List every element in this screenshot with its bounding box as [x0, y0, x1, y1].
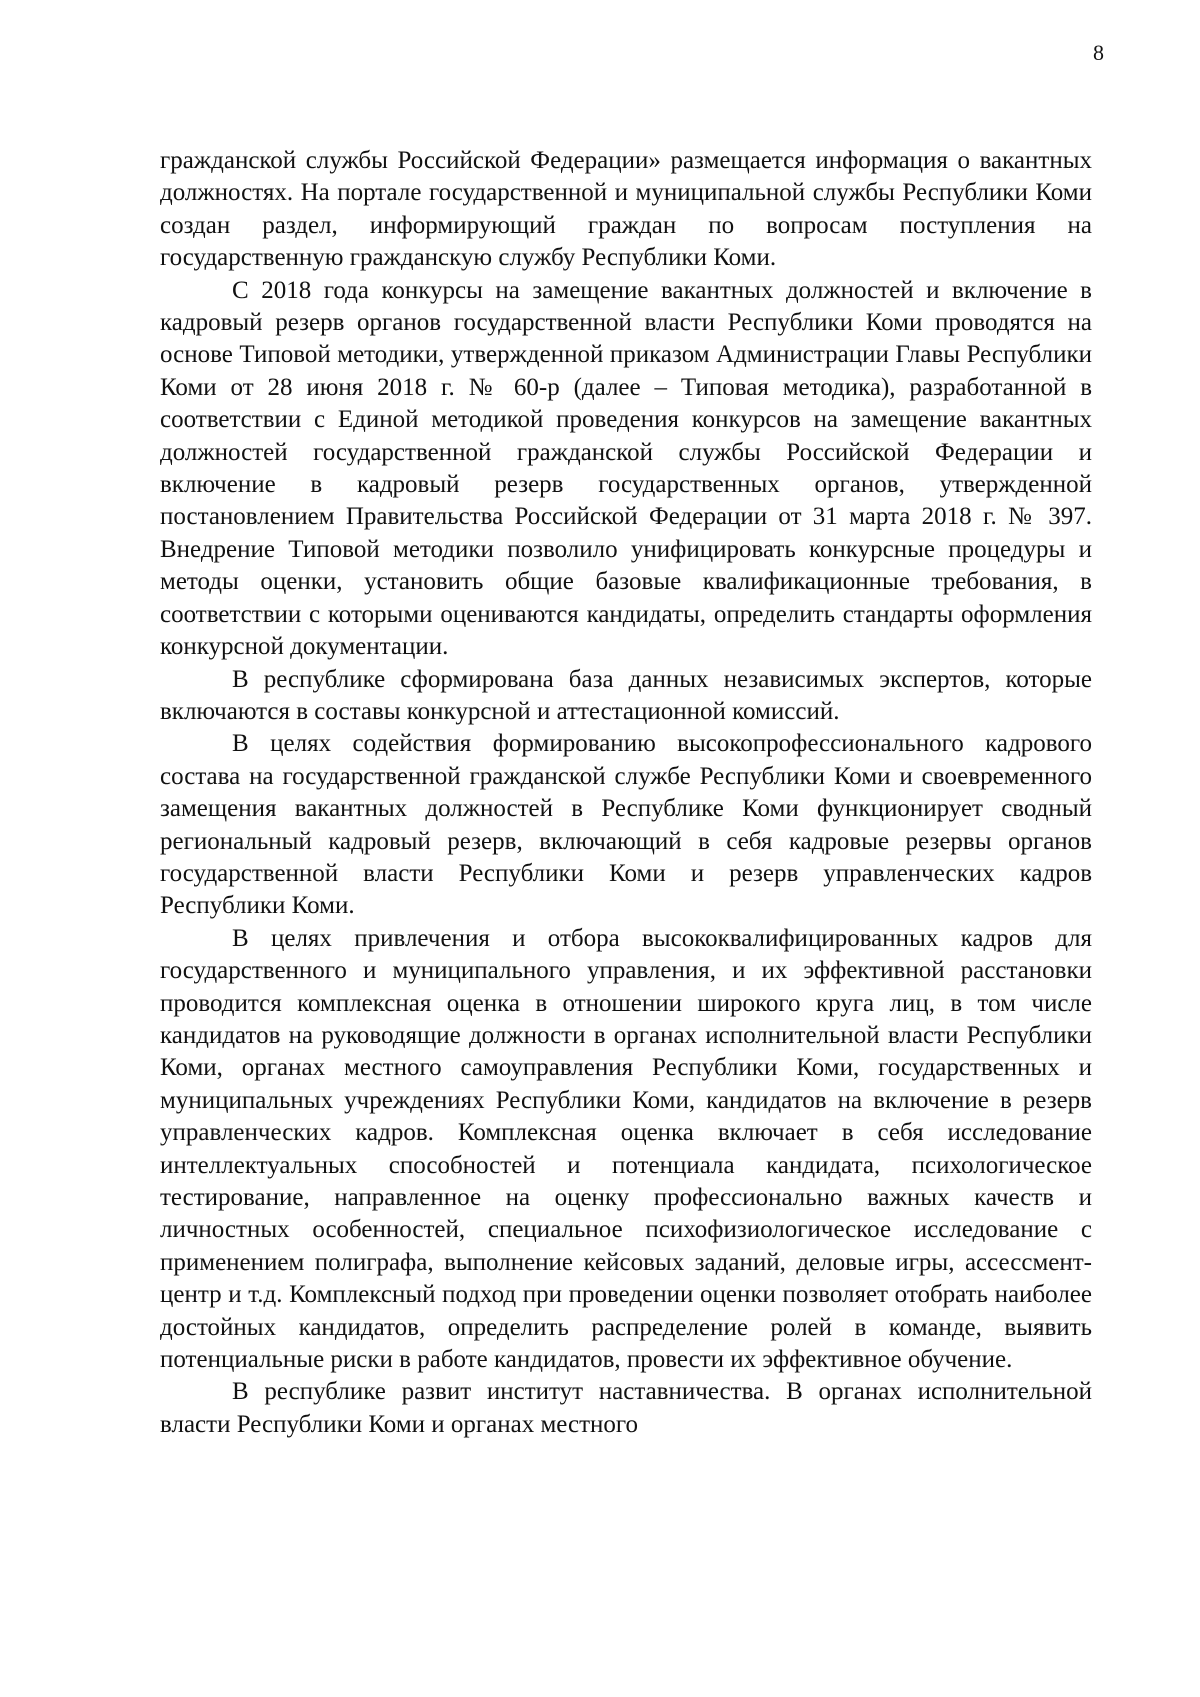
paragraph-1: гражданской службы Российской Федерации» размещается информация о вакантных должностях. На портале государственной и муниципальной службы Республики Коми создан раздел, информирующий граждан по вопросам поступления на государственную гражданскую службу Республики Коми. — [160, 147, 1092, 272]
paragraph-2: С 2018 года конкурсы на замещение вакантных должностей и включение в кадровый резерв органов государственной власти Республики Коми проводятся на основе Типовой методики, утвержденной приказом Администрации Главы Республики Коми от 28 июня 2018 г. № 60-р (далее – Типовая методика), разработанной в соответствии с Единой методикой проведения конкурсов на замещение вакантных должностей государственной гражданской службы Российской Федерации и включение в кадровый резерв государственных органов, утвержденной постановлением Правительства Российской Федерации от 31 марта 2018 г. № 397. Внедрение Типовой методики позволило унифицировать конкурсные процедуры и методы оценки, установить общие базовые квалификационные требования, в соответствии с которыми оцениваются кандидаты, определить стандарты оформления конкурсной документации. — [160, 276, 1092, 661]
document-body — [160, 145, 1092, 1441]
paragraph-3: В республике сформирована база данных независимых экспертов, которые включаются в составы конкурсной и аттестационной комиссий. — [160, 665, 1092, 725]
page-number: 8 — [1093, 40, 1104, 65]
paragraph-6: В республике развит институт наставничества. В органах исполнительной власти Республики Коми и органах местного — [160, 1378, 1092, 1438]
paragraph-4: В целях содействия формированию высокопрофессионального кадрового состава на государственной гражданской службе Республики Коми и своевременного замещения вакантных должностей в Республике Коми функционирует сводный региональный кадровый резерв, включающий в себя кадровые резервы органов государственной власти Республики Коми и резерв управленческих кадров Республики Коми. — [160, 730, 1092, 920]
paragraph-5: В целях привлечения и отбора высококвалифицированных кадров для государственного и муниципального управления, и их эффективной расстановки проводится комплексная оценка в отношении широкого круга лиц, в том числе кандидатов на руководящие должности в органах исполнительной власти Республики Коми, органах местного самоуправления Республики Коми, государственных и муниципальных учреждениях Республики Коми, кандидатов на включение в резерв управленческих кадров. Комплексная оценка включает в себя исследование интеллектуальных способностей и потенциала кандидата, психологическое тестирование, направленное на оценку профессионально важных качеств и личностных особенностей, специальное психофизиологическое исследование с применением полиграфа, выполнение кейсовых заданий, деловые игры, ассессмент-центр и т.д. Комплексный подход при проведении оценки позволяет отобрать наиболее достойных кандидатов, определить распределение ролей в команде, выявить потенциальные риски в работе кандидатов, провести их эффективное обучение. — [160, 924, 1092, 1374]
